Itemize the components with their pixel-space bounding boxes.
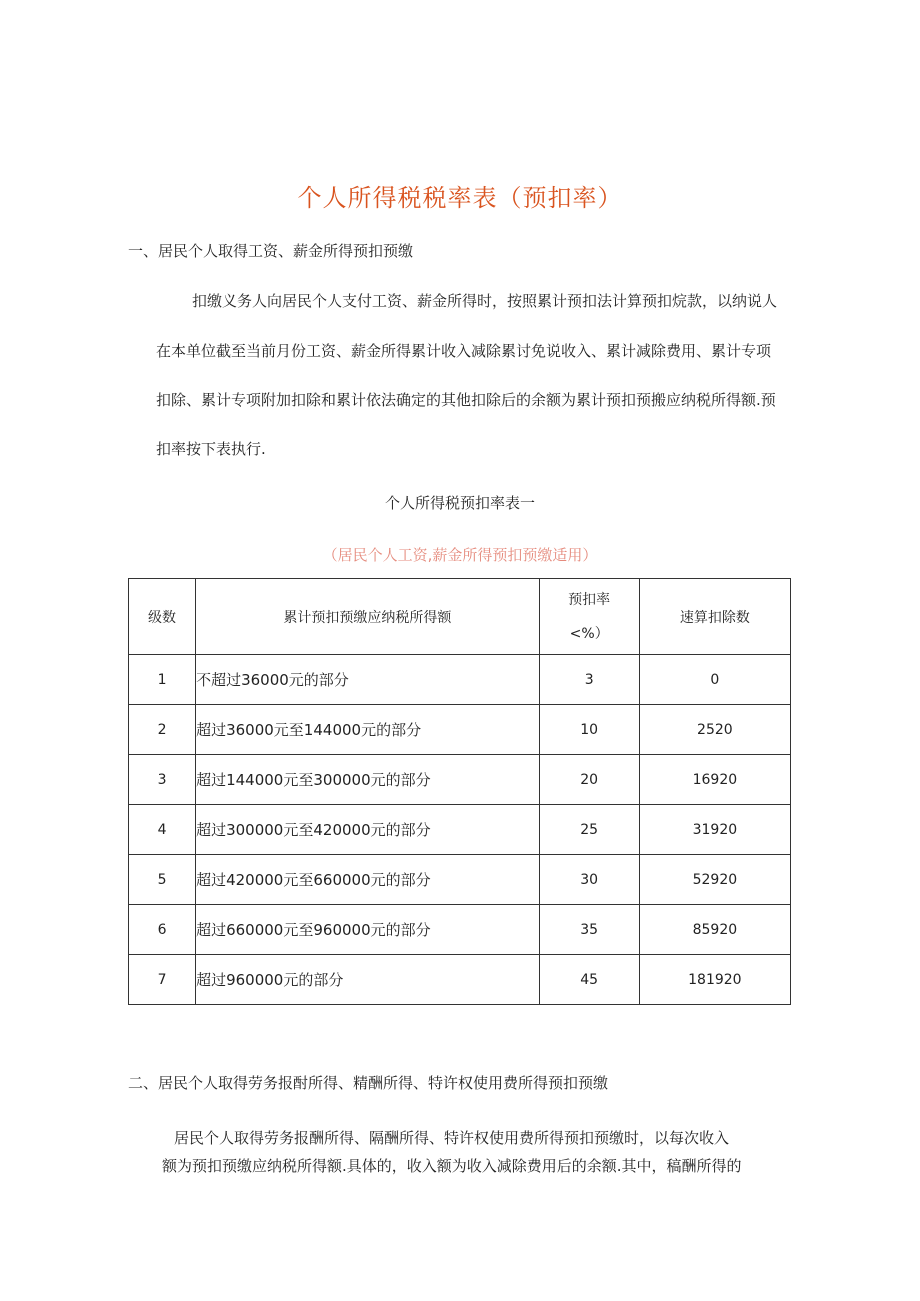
- cell-grade: 6: [129, 905, 196, 955]
- header-quick-deduction: 速算扣除数: [639, 579, 790, 655]
- table-row: [129, 805, 791, 855]
- paragraph-line: 居民个人取得劳务报酬所得、隔酬所得、特许权使用费所得预扣预缴时，以每次收入: [174, 1129, 730, 1147]
- page-title: 个人所得税税率表（预扣率）: [297, 184, 623, 212]
- section-1-heading: 一、居民个人取得工资、薪金所得预扣预缴: [128, 242, 414, 260]
- cell-rate: 30: [539, 855, 639, 905]
- cell-range: 超过660000元至960000元的部分: [196, 905, 540, 955]
- cell-range: 不超过36000元的部分: [196, 655, 540, 705]
- cell-quick-deduction: 85920: [639, 905, 790, 955]
- table-row: [129, 705, 791, 755]
- cell-range: 超过420000元至660000元的部分: [196, 855, 540, 905]
- header-rate-unit: <%）: [569, 625, 609, 642]
- cell-quick-deduction: 181920: [639, 955, 790, 1005]
- cell-grade: 3: [129, 755, 196, 805]
- table-header-row: [129, 579, 791, 655]
- table-row: [129, 855, 791, 905]
- header-grade: 级数: [129, 579, 196, 655]
- withholding-rate-table: [128, 578, 791, 1005]
- cell-grade: 5: [129, 855, 196, 905]
- cell-quick-deduction: 0: [639, 655, 790, 705]
- cell-rate: 25: [539, 805, 639, 855]
- paragraph-line: 扣除、累计专项附加扣除和累计依法确定的其他扣除后的余额为累计预扣预搬应纳税所得额.预: [156, 391, 776, 409]
- cell-range: 超过144000元至300000元的部分: [196, 755, 540, 805]
- cell-rate: 35: [539, 905, 639, 955]
- table-subtitle: （居民个人工资,薪金所得预扣预缴适用）: [322, 546, 598, 564]
- header-rate-label: 预扣率: [568, 591, 611, 608]
- table-row: [129, 655, 791, 705]
- cell-grade: 1: [129, 655, 196, 705]
- paragraph-line: 扣缴义务人向居民个人支付工资、薪金所得时，按照累计预扣法计算预扣烷款，以纳说人: [192, 292, 778, 310]
- cell-quick-deduction: 2520: [639, 705, 790, 755]
- paragraph-line: 在本单位截至当前月份工资、薪金所得累计收入减除累讨免说收入、累计减除费用、累计专项: [156, 342, 772, 360]
- table-row: [129, 755, 791, 805]
- table-row: [129, 905, 791, 955]
- cell-rate: 10: [539, 705, 639, 755]
- cell-grade: 2: [129, 705, 196, 755]
- cell-quick-deduction: 16920: [639, 755, 790, 805]
- paragraph-line: 扣率按下表执行.: [156, 440, 266, 458]
- cell-quick-deduction: 31920: [639, 805, 790, 855]
- table-row: [129, 955, 791, 1005]
- cell-range: 超过300000元至420000元的部分: [196, 805, 540, 855]
- section-2-heading: 二、居民个人取得劳务报酎所得、精酬所得、特许权使用费所得预扣预缴: [128, 1074, 609, 1092]
- cell-rate: 45: [539, 955, 639, 1005]
- cell-range: 超过960000元的部分: [196, 955, 540, 1005]
- cell-range: 超过36000元至144000元的部分: [196, 705, 540, 755]
- cell-grade: 4: [129, 805, 196, 855]
- table-title: 个人所得税预扣率表一: [384, 494, 535, 512]
- paragraph-line: 额为预扣预缴应纳税所得额.具体的，收入额为收入减除费用后的余额.其中，稿酬所得的: [162, 1157, 742, 1175]
- header-range: 累计预扣预缴应纳税所得额: [196, 579, 540, 655]
- cell-rate: 3: [539, 655, 639, 705]
- cell-rate: 20: [539, 755, 639, 805]
- header-rate: [539, 579, 639, 655]
- cell-quick-deduction: 52920: [639, 855, 790, 905]
- cell-grade: 7: [129, 955, 196, 1005]
